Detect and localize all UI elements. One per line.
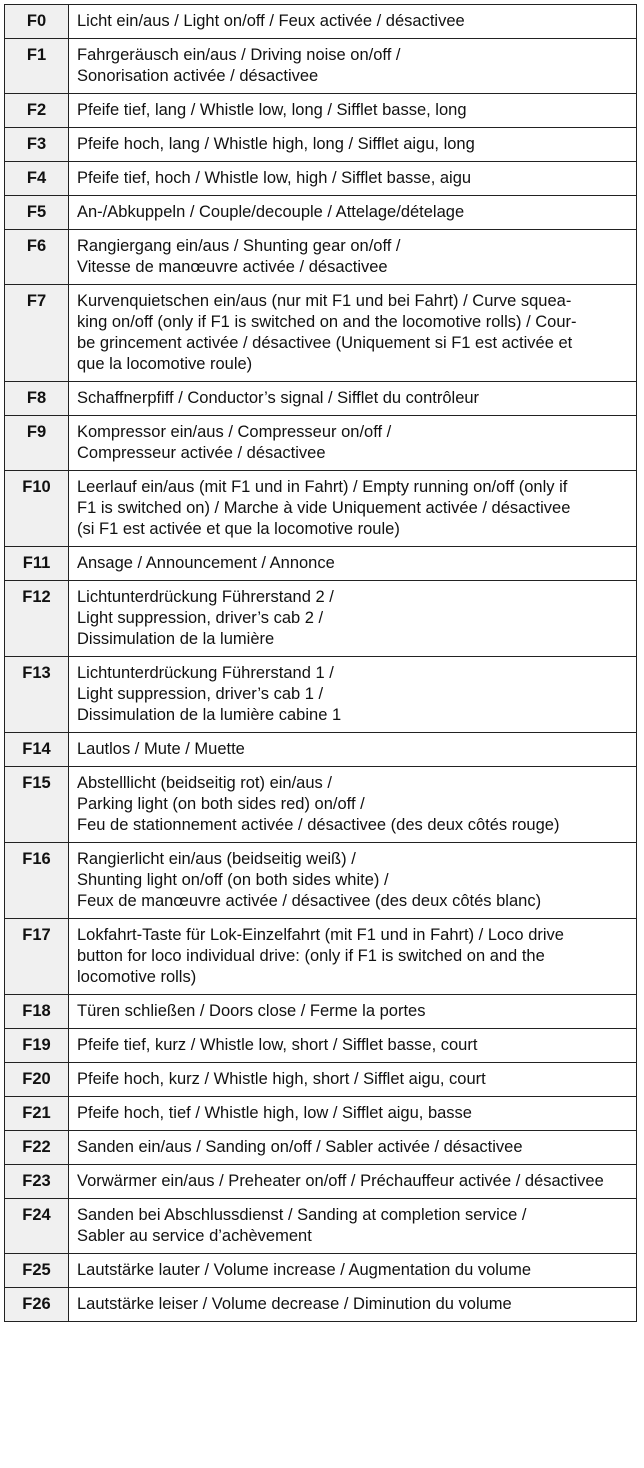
function-row	[5, 1131, 637, 1165]
function-row	[5, 1097, 637, 1131]
function-key: F0	[5, 5, 69, 39]
function-row	[5, 843, 637, 919]
function-description: Sanden bei Abschlussdienst / Sanding at completion service / Sabler au service d’achèvement	[69, 1199, 637, 1254]
function-description: Lokfahrt-Taste für Lok-Einzelfahrt (mit F1 und in Fahrt) / Loco drive button for loco individual drive: (only if F1 is switched on and the locomotive rolls)	[69, 919, 637, 995]
function-key: F20	[5, 1063, 69, 1097]
function-row	[5, 1063, 637, 1097]
function-row	[5, 547, 637, 581]
function-key: F18	[5, 995, 69, 1029]
function-row	[5, 382, 637, 416]
function-row	[5, 5, 637, 39]
function-key: F22	[5, 1131, 69, 1165]
function-row	[5, 94, 637, 128]
function-description: Lautstärke leiser / Volume decrease / Diminution du volume	[69, 1288, 637, 1322]
function-description: Pfeife tief, lang / Whistle low, long / Sifflet basse, long	[69, 94, 637, 128]
function-key: F19	[5, 1029, 69, 1063]
function-key: F14	[5, 733, 69, 767]
function-description: Pfeife hoch, tief / Whistle high, low / Sifflet aigu, basse	[69, 1097, 637, 1131]
function-description: Türen schließen / Doors close / Ferme la portes	[69, 995, 637, 1029]
function-description: An-/Abkuppeln / Couple/decouple / Attelage/dételage	[69, 196, 637, 230]
function-key: F26	[5, 1288, 69, 1322]
function-description: Pfeife hoch, lang / Whistle high, long / Sifflet aigu, long	[69, 128, 637, 162]
function-description: Abstelllicht (beidseitig rot) ein/aus / Parking light (on both sides red) on/off / Feu de stationnement activée / désactivee (des deux côtés rouge)	[69, 767, 637, 843]
function-key: F3	[5, 128, 69, 162]
function-row	[5, 128, 637, 162]
function-description: Lautlos / Mute / Muette	[69, 733, 637, 767]
function-key: F10	[5, 471, 69, 547]
function-description: Pfeife hoch, kurz / Whistle high, short / Sifflet aigu, court	[69, 1063, 637, 1097]
function-key: F8	[5, 382, 69, 416]
function-description: Rangierlicht ein/aus (beidseitig weiß) / Shunting light on/off (on both sides white) / Feux de manœuvre activée / désactivee (des deux côtés blanc)	[69, 843, 637, 919]
function-description: Lautstärke lauter / Volume increase / Augmentation du volume	[69, 1254, 637, 1288]
function-row	[5, 416, 637, 471]
function-key: F7	[5, 285, 69, 382]
function-row	[5, 471, 637, 547]
function-row	[5, 162, 637, 196]
function-description: Fahrgeräusch ein/aus / Driving noise on/off / Sonorisation activée / désactivee	[69, 39, 637, 94]
function-key: F11	[5, 547, 69, 581]
function-description: Pfeife tief, hoch / Whistle low, high / Sifflet basse, aigu	[69, 162, 637, 196]
function-key: F1	[5, 39, 69, 94]
function-key: F21	[5, 1097, 69, 1131]
function-description: Lichtunterdrückung Führerstand 1 / Light suppression, driver’s cab 1 / Dissimulation de la lumière cabine 1	[69, 657, 637, 733]
function-table-body	[5, 5, 637, 1322]
function-key: F5	[5, 196, 69, 230]
function-row	[5, 657, 637, 733]
function-row	[5, 196, 637, 230]
function-description: Schaffnerpfiff / Conductor’s signal / Sifflet du contrôleur	[69, 382, 637, 416]
function-row	[5, 230, 637, 285]
function-row	[5, 1199, 637, 1254]
function-key: F6	[5, 230, 69, 285]
function-description: Ansage / Announcement / Annonce	[69, 547, 637, 581]
function-key: F2	[5, 94, 69, 128]
function-row	[5, 1165, 637, 1199]
function-description: Leerlauf ein/aus (mit F1 und in Fahrt) / Empty running on/off (only if F1 is switched on) / Marche à vide Uniquement activée / désactivee (si F1 est activée et que la locomotive roule)	[69, 471, 637, 547]
function-description: Rangiergang ein/aus / Shunting gear on/off / Vitesse de manœuvre activée / désactivee	[69, 230, 637, 285]
function-description: Kompressor ein/aus / Compresseur on/off / Compresseur activée / désactivee	[69, 416, 637, 471]
function-row	[5, 733, 637, 767]
function-description: Vorwärmer ein/aus / Preheater on/off / Préchauffeur activée / désactivee	[69, 1165, 637, 1199]
function-key: F4	[5, 162, 69, 196]
function-key: F12	[5, 581, 69, 657]
function-row	[5, 995, 637, 1029]
function-row	[5, 919, 637, 995]
function-key: F9	[5, 416, 69, 471]
function-description: Lichtunterdrückung Führerstand 2 / Light suppression, driver’s cab 2 / Dissimulation de la lumière	[69, 581, 637, 657]
function-key: F23	[5, 1165, 69, 1199]
function-row	[5, 1254, 637, 1288]
function-row	[5, 39, 637, 94]
function-row	[5, 285, 637, 382]
function-row	[5, 1029, 637, 1063]
function-description: Pfeife tief, kurz / Whistle low, short / Sifflet basse, court	[69, 1029, 637, 1063]
function-row	[5, 1288, 637, 1322]
function-description: Licht ein/aus / Light on/off / Feux activée / désactivee	[69, 5, 637, 39]
function-key: F17	[5, 919, 69, 995]
function-key: F24	[5, 1199, 69, 1254]
function-key: F25	[5, 1254, 69, 1288]
function-description: Kurvenquietschen ein/aus (nur mit F1 und bei Fahrt) / Curve squea- king on/off (only if F1 is switched on and the locomotive rolls) / Cour- be grincement activée / désactivee (Uniquement si F1 est activée et que la locomotive roule)	[69, 285, 637, 382]
function-key: F15	[5, 767, 69, 843]
function-description: Sanden ein/aus / Sanding on/off / Sabler activée / désactivee	[69, 1131, 637, 1165]
function-row	[5, 581, 637, 657]
function-key: F16	[5, 843, 69, 919]
function-key: F13	[5, 657, 69, 733]
function-table	[4, 4, 637, 1322]
function-row	[5, 767, 637, 843]
